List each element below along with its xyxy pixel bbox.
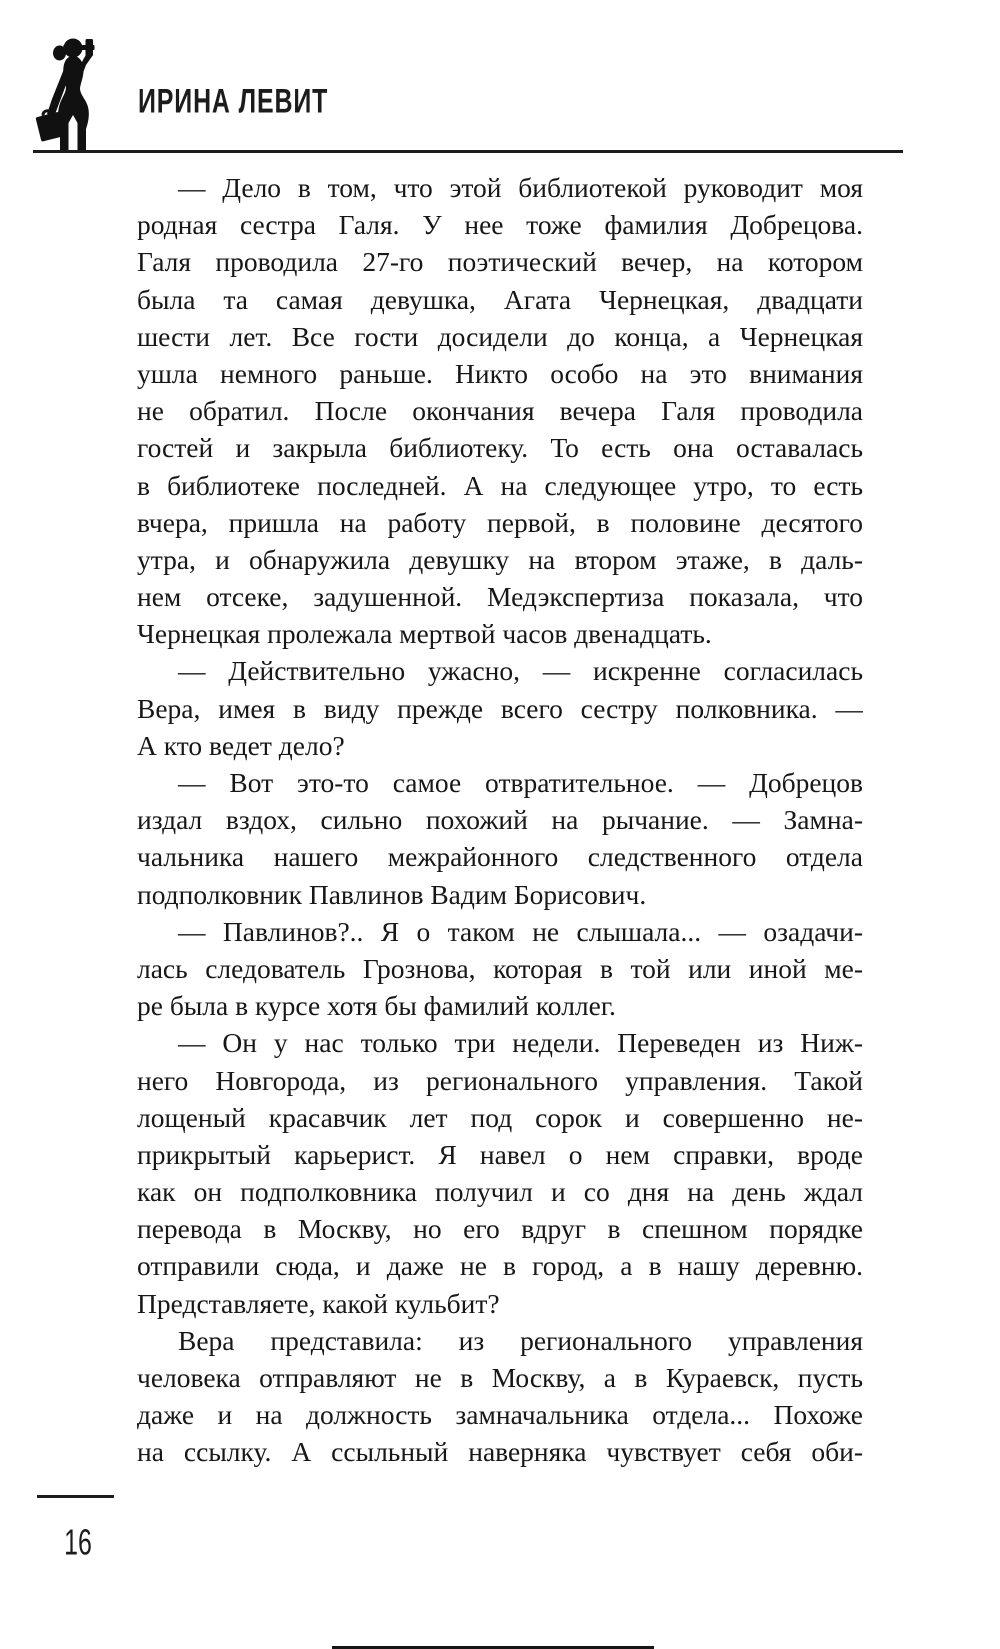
text-line: А кто ведет дело? [137, 729, 345, 761]
text-line: чальника нашего межрайонного следственного отдела [137, 841, 863, 873]
text-line: — Дело в том, что этой библиотекой руководит моя [178, 172, 863, 203]
text-line: — Вот это-то самое отвратительное. — Добрецов [178, 767, 863, 798]
text-line: на ссылку. А ссыльный наверняка чувствует себя оби- [137, 1436, 863, 1468]
woman-detective-with-gun-icon [33, 36, 113, 154]
text-line: лощеный красавчик лет под сорок и совершенно не- [137, 1101, 863, 1133]
text-line: Представляете, какой кульбит? [137, 1287, 500, 1319]
text-line: Галя проводила 27-го поэтический вечер, на котором [137, 246, 863, 278]
text-line: утра, и обнаружила девушку на втором этаже, в даль- [137, 543, 863, 575]
text-line: Вера, имея в виду прежде всего сестру полковника. — [137, 692, 863, 724]
text-line: — Действительно ужасно, — искренне согласилась [178, 655, 863, 687]
text-line: как он подполковника получил и со дня на день ждал [137, 1176, 863, 1208]
text-line: — Павлинов?.. Я о таком не слышала... — озадачи- [178, 915, 863, 947]
text-line: — Он у нас только три недели. Переведен из Ниж- [178, 1027, 863, 1059]
text-line: не обратил. После окончания вечера Галя проводила [137, 395, 863, 427]
text-line: вчера, пришла на работу первой, в половине десятого [137, 506, 863, 538]
text-line: него Новгорода, из регионального управления. Такой [137, 1064, 863, 1096]
text-line: Чернецкая пролежала мертвой часов двенадцать. [137, 618, 712, 650]
text-line: лась следователь Грознова, которая в той или иной ме- [137, 952, 863, 984]
text-line: ушла немного раньше. Никто особо на это внимания [137, 357, 863, 389]
text-line: перевода в Москву, но его вдруг в спешном порядке [137, 1213, 863, 1245]
author-name: ИРИНА ЛЕВИТ [138, 83, 329, 121]
text-line: в библиотеке последней. А на следующее утро, то есть [137, 469, 863, 501]
text-line: шести лет. Все гости досидели до конца, а Чернецкая [137, 320, 863, 352]
text-line: человека отправляют не в Москву, а в Кураевск, пусть [137, 1362, 863, 1393]
text-line: была та самая девушка, Агата Чернецкая, двадцати [137, 283, 863, 315]
text-line: подполковник Павлинов Вадим Борисович. [137, 878, 647, 910]
footer-rule [37, 1495, 114, 1498]
text-block [137, 169, 863, 1471]
text-line: издал вздох, сильно похожий на рычание. — Замна- [137, 804, 863, 836]
text-line: ре была в курсе хотя бы фамилий коллег. [137, 990, 616, 1022]
text-line: Вера представила: из регионального управления [178, 1324, 863, 1356]
page-number: 16 [64, 1522, 92, 1563]
text-line: нем отсеке, задушенной. Медэкспертиза показала, что [137, 581, 863, 613]
text-line: прикрытый карьерист. Я навел о нем справки, вроде [137, 1138, 863, 1170]
text-line: даже и на должность замначальника отдела... Похоже [137, 1399, 863, 1431]
text-line: родная сестра Галя. У нее тоже фамилия Добрецова. [137, 209, 863, 241]
text-line: отправили сюда, и даже не в город, а в нашу деревню. [137, 1250, 863, 1282]
text-line: гостей и закрыла библиотеку. То есть она оставалась [137, 432, 863, 464]
header-rule [33, 150, 903, 153]
